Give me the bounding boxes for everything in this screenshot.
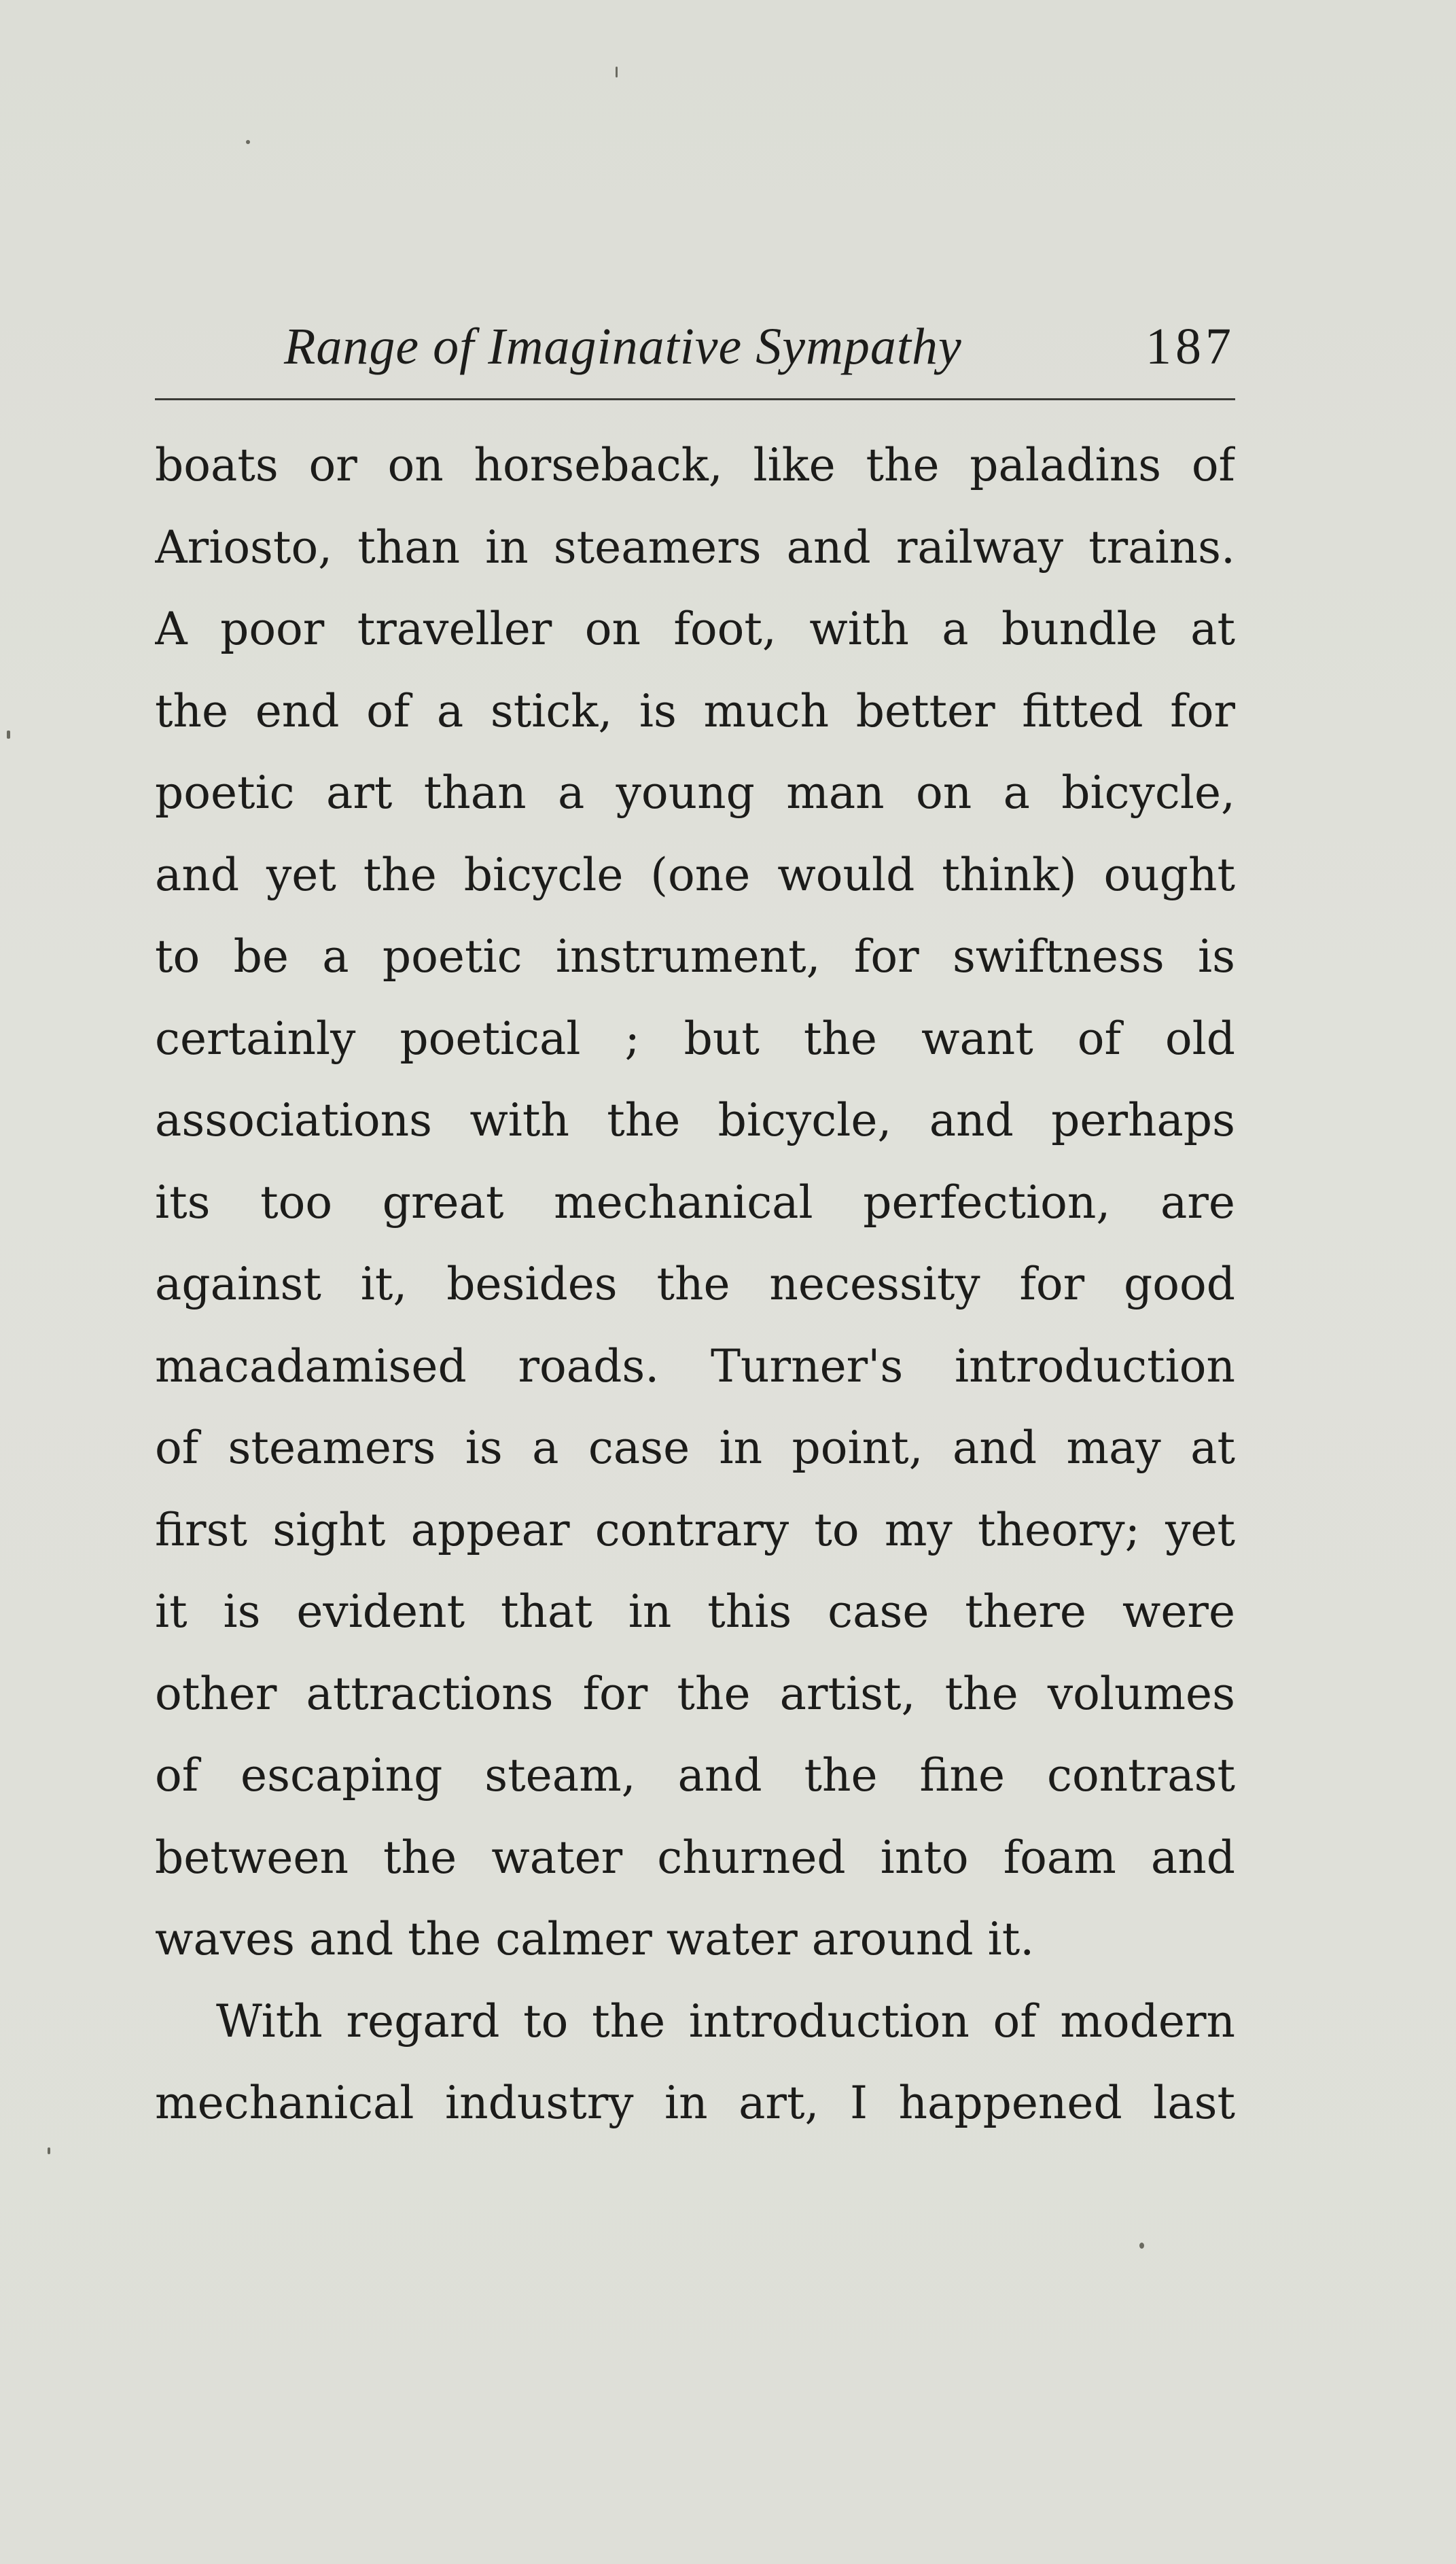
text-line: it is evident that in this case there were — [155, 1585, 1235, 1638]
text-line: of escaping steam, and the fine contrast — [155, 1749, 1235, 1802]
paper-speck — [246, 140, 250, 144]
body-text — [155, 425, 1235, 2145]
text-line: and yet the bicycle (one would think) ought — [155, 848, 1235, 901]
text-line: Ariosto, than in steamers and railway trains. — [155, 521, 1235, 574]
text-line: against it, besides the necessity for good — [155, 1258, 1235, 1310]
text-line: macadamised roads. Turner's introduction — [155, 1339, 1235, 1392]
text-line: its too great mechanical perfection, are — [155, 1176, 1235, 1229]
header-rule — [155, 398, 1235, 400]
text-line: waves and the calmer water around it. — [155, 1913, 1035, 1965]
text-line: between the water churned into foam and — [155, 1831, 1235, 1884]
text-line: With regard to the introduction of modern — [216, 1995, 1235, 2048]
running-head — [155, 316, 1235, 377]
page-number: 187 — [1146, 318, 1235, 375]
text-line: poetic art than a young man on a bicycle, — [155, 767, 1235, 819]
paragraph — [155, 1981, 1235, 2145]
paragraph — [155, 425, 1235, 1981]
running-title: Range of Imaginative Sympathy — [284, 318, 962, 375]
paper-speck — [1139, 2243, 1144, 2249]
text-line: to be a poetic instrument, for swiftness is — [155, 930, 1235, 983]
text-line: the end of a stick, is much better fitted for — [155, 684, 1235, 737]
text-line: certainly poetical ; but the want of old — [155, 1012, 1235, 1065]
text-line: A poor traveller on foot, with a bundle at — [155, 603, 1235, 655]
paper-speck — [7, 731, 10, 739]
text-line: associations with the bicycle, and perhaps — [155, 1094, 1235, 1146]
paper-speck — [616, 67, 618, 77]
text-line: boats or on horseback, like the paladins of — [155, 439, 1235, 491]
text-line: other attractions for the artist, the volumes — [155, 1667, 1235, 1720]
text-line: of steamers is a case in point, and may at — [155, 1422, 1235, 1474]
paper-speck — [48, 2147, 50, 2154]
text-line: first sight appear contrary to my theory; yet — [155, 1503, 1235, 1556]
text-line: mechanical industry in art, I happened last — [155, 2077, 1235, 2129]
